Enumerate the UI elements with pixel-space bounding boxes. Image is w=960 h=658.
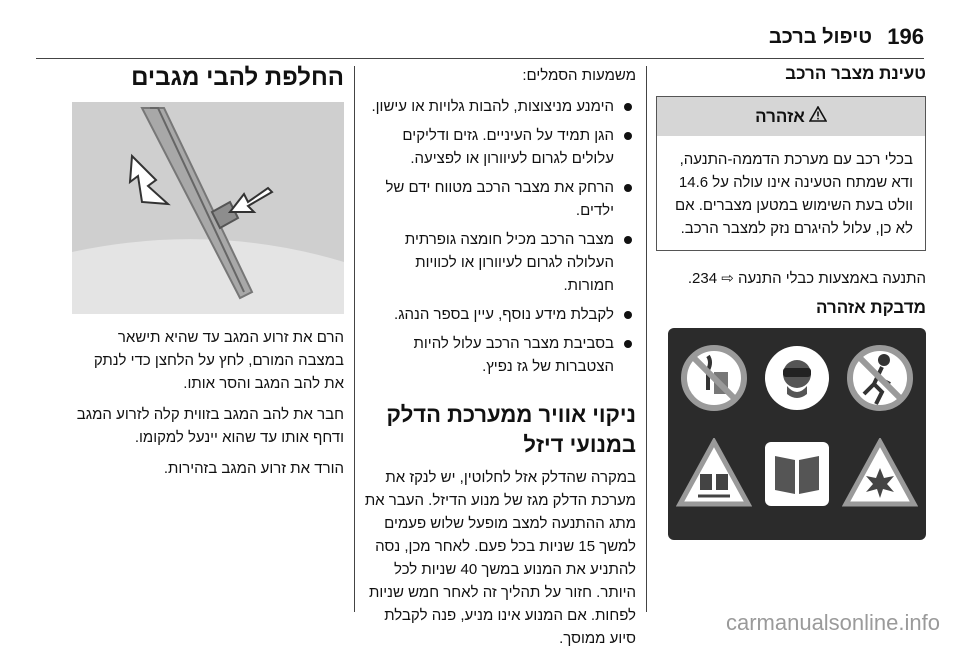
corrosive-acid-icon [676,438,752,508]
symbols-list [364,95,636,378]
section-title: טיפול ברכב [768,26,872,48]
diesel-bleeding-text: במקרה שהדלק אזל לחלוטין, יש לנקז את מערכת הדלק מגז של מנוע הדיזל. העבר את מתג ההתנעה למצב מופעל שלוש פעמים למשך 15 שניות בכל פעם. לאחר מכן, נסה להתניע את המנוע במשך 40 שניות לכל היותר. חזור על תהליך זה לאחר חמש שניות לפחות. אם המנוע אינו מניע, פנה לקבלת סיוע ממוסך. [364,469,636,647]
warning-box [656,96,926,251]
wiper-step-3: הורד את זרוע המגב בזהירות. [163,460,344,477]
header-divider [36,58,924,59]
page-header [0,0,960,58]
explosive-gas-icon [842,438,918,508]
keep-children-away-icon [844,342,916,414]
column-divider [354,66,355,612]
wiper-blade-illustration [72,102,344,314]
wiper-step-2: חבר את להב המגב בזווית קלה לזרוע המגב ודחף אותו עד שהוא יינעל למקומו. [76,406,344,446]
eye-protection-icon [761,342,833,414]
section-heading: החלפת להבי מגבים [131,64,344,91]
list-item: מצבר הרכב מכיל חומצה גופרתית העלולה לגרום לעיוורון או לכוויות חמורות. [364,228,636,297]
symbols-intro: משמעות הסמלים: [522,67,636,84]
warning-text: בכלי רכב עם מערכת הדממה-התנעה, ודא שמתח הטעינה אינו עולה על 14.6 וולט בעת השימוש במטען מצברים. אם לא כן, עלול להיגרם נזק למצבר הרכב. [674,151,913,237]
wiper-blade-section [72,64,344,488]
section-heading: ניקוי אוויר ממערכת הדלק במנועי דיזל [386,402,636,457]
site-watermark: carmanualsonline.info [725,610,940,635]
wiper-step-1: הרם את זרוע המגב עד שהיא תישאר במצבה המורם, לחץ על הלחצן כדי לנתק את להב המגב והסר אותו. [93,329,344,392]
warning-header [657,97,925,136]
list-item: הגן תמיד על העיניים. גזים ודליקים עלולים לגרום לעיוורון או לפציעה. [364,124,636,170]
label-heading: מדבקת אזהרה [815,298,926,317]
list-item: בסביבת מצבר הרכב עלול להיות הצטברות של גז נפיץ. [364,332,636,378]
section-heading: טעינת מצבר הרכב [785,64,926,83]
list-item: לקבלת מידע נוסף, עיין בספר הנהג. [364,303,636,326]
read-manual-icon [761,438,833,510]
battery-charging-section [656,64,926,540]
column-divider [646,66,647,612]
warning-label: אזהרה [755,106,805,126]
cross-reference: התנעה באמצעות כבלי התנעה ⇨ 234. [687,270,926,287]
list-item: הימנע מניצוצות, להבות גלויות או עישון. [364,95,636,118]
page-number: 196 [887,24,924,49]
battery-warning-label [668,328,926,540]
list-item: הרחק את מצבר הרכב מטווח ידם של ילדים. [364,176,636,222]
warning-triangle-icon [809,106,827,127]
symbols-section [364,64,636,658]
no-fire-smoking-icon [678,342,750,414]
